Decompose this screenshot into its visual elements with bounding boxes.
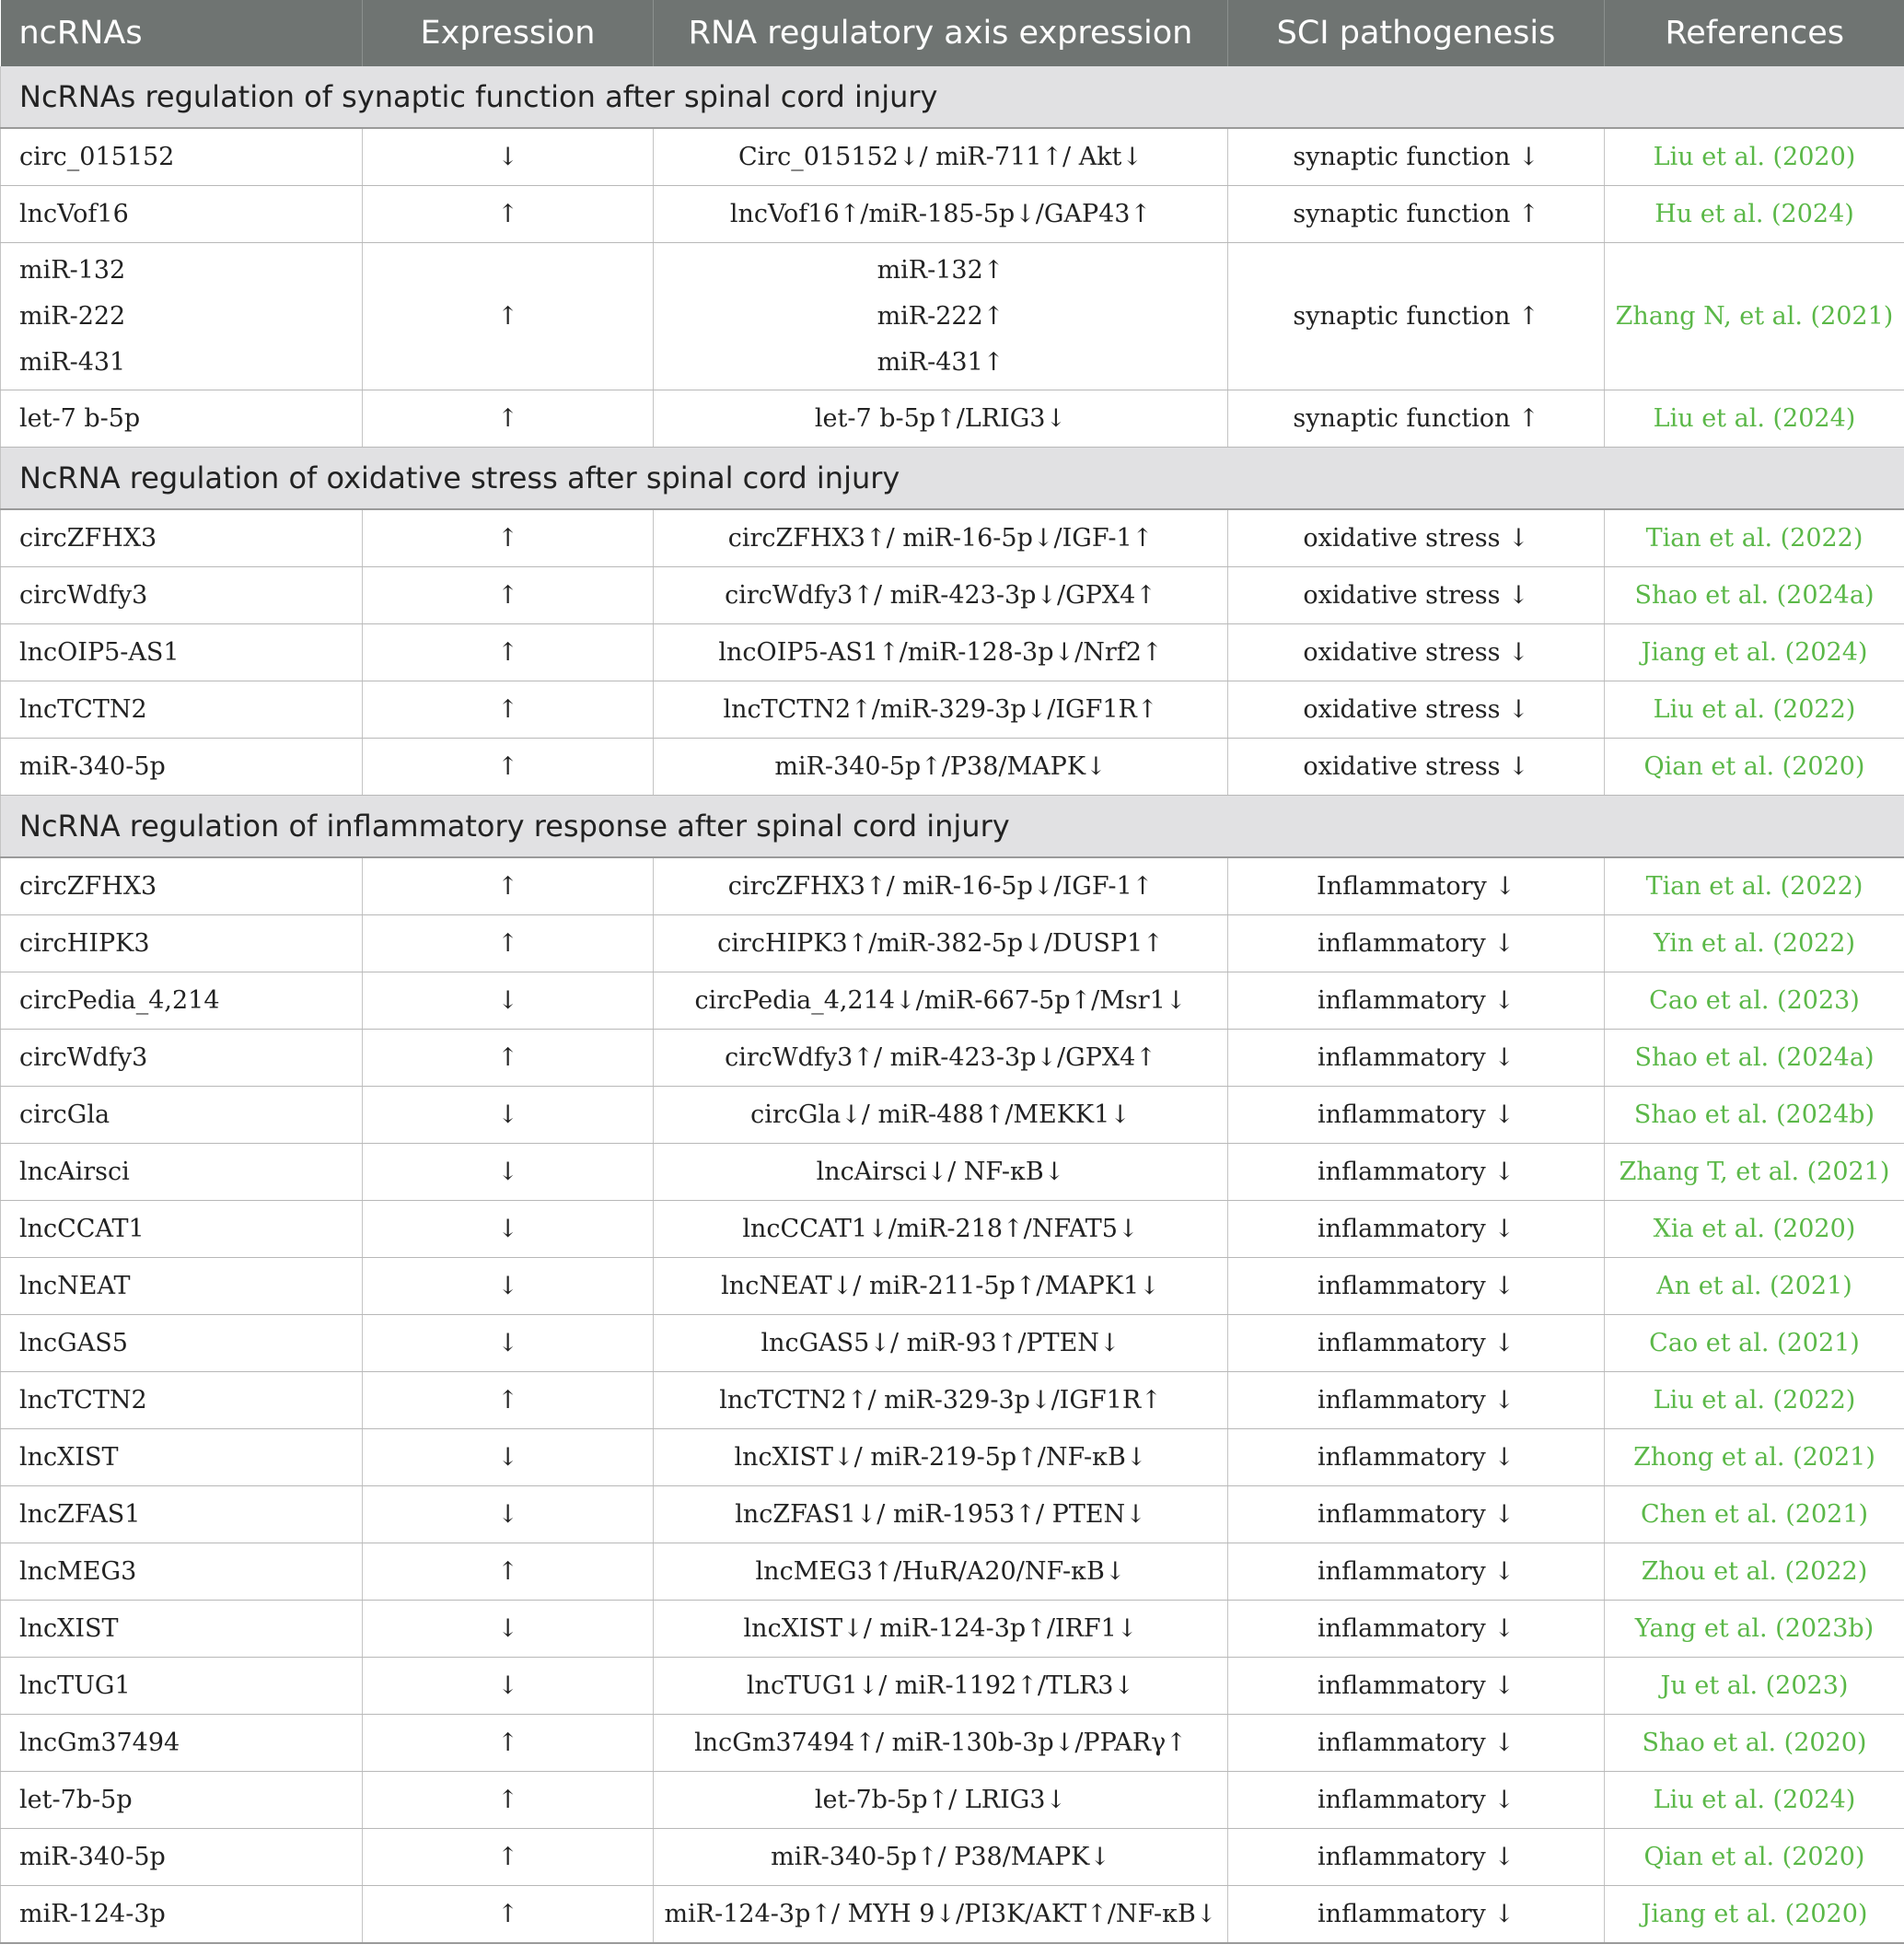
reference-link[interactable]: Liu et al. (2024) — [1605, 1772, 1904, 1829]
reference-link[interactable]: Liu et al. (2024) — [1605, 390, 1904, 448]
axis-cell: lncTUG1↓/ miR-1192↑/TLR3↓ — [654, 1658, 1228, 1715]
reference-link[interactable]: Zhong et al. (2021) — [1605, 1429, 1904, 1486]
axis-cell: lncCCAT1↓/miR-218↑/NFAT5↓ — [654, 1201, 1228, 1258]
section-title: NcRNA regulation of oxidative stress after spinal cord injury — [1, 448, 1904, 510]
expression-cell: ↑ — [363, 1543, 654, 1601]
reference-link[interactable]: Hu et al. (2024) — [1605, 186, 1904, 243]
axis-cell: lncXIST↓/ miR-219-5p↑/NF-κB↓ — [654, 1429, 1228, 1486]
axis-cell: miR-340-5p↑/P38/MAPK↓ — [654, 739, 1228, 796]
pathogenesis-cell: inflammatory ↓ — [1228, 915, 1605, 972]
expression-cell: ↓ — [363, 128, 654, 186]
ncrna-cell: circPedia_4,214 — [1, 972, 363, 1030]
table-row — [1, 1658, 1904, 1715]
reference-link[interactable]: Shao et al. (2024b) — [1605, 1087, 1904, 1144]
pathogenesis-cell: inflammatory ↓ — [1228, 1201, 1605, 1258]
pathogenesis-cell: inflammatory ↓ — [1228, 1772, 1605, 1829]
expression-cell: ↓ — [363, 1087, 654, 1144]
axis-cell: lncZFAS1↓/ miR-1953↑/ PTEN↓ — [654, 1486, 1228, 1543]
expression-cell: ↓ — [363, 1486, 654, 1543]
section-row — [1, 66, 1904, 128]
axis-cell: lncAirsci↓/ NF-κB↓ — [654, 1144, 1228, 1201]
table-row — [1, 1543, 1904, 1601]
table-row — [1, 1886, 1904, 1944]
ncrna-cell: circHIPK3 — [1, 915, 363, 972]
table-row — [1, 1201, 1904, 1258]
pathogenesis-cell: inflammatory ↓ — [1228, 1543, 1605, 1601]
section-title: NcRNA regulation of inflammatory response after spinal cord injury — [1, 796, 1904, 858]
expression-cell: ↑ — [363, 390, 654, 448]
expression-cell: ↑ — [363, 243, 654, 390]
axis-cell: circZFHX3↑/ miR-16-5p↓/IGF-1↑ — [654, 509, 1228, 567]
ncrna-cell: circGla — [1, 1087, 363, 1144]
pathogenesis-cell: inflammatory ↓ — [1228, 1886, 1605, 1944]
expression-cell: ↑ — [363, 1829, 654, 1886]
reference-link[interactable]: Tian et al. (2022) — [1605, 857, 1904, 915]
expression-cell: ↓ — [363, 1601, 654, 1658]
pathogenesis-cell: inflammatory ↓ — [1228, 1715, 1605, 1772]
reference-link[interactable]: Zhang N, et al. (2021) — [1605, 243, 1904, 390]
axis-cell: lncXIST↓/ miR-124-3p↑/IRF1↓ — [654, 1601, 1228, 1658]
ncrna-cell-line: miR-431 — [19, 347, 126, 377]
ncrna-cell: miR-340-5p — [1, 1829, 363, 1886]
pathogenesis-cell: synaptic function ↑ — [1228, 390, 1605, 448]
pathogenesis-cell: inflammatory ↓ — [1228, 1144, 1605, 1201]
table-row — [1, 186, 1904, 243]
header-pathogenesis: SCI pathogenesis — [1228, 0, 1605, 66]
ncrna-cell: lncVof16 — [1, 186, 363, 243]
expression-cell: ↑ — [363, 624, 654, 681]
pathogenesis-cell: oxidative stress ↓ — [1228, 681, 1605, 739]
reference-link[interactable]: Tian et al. (2022) — [1605, 509, 1904, 567]
axis-cell: lncTCTN2↑/ miR-329-3p↓/IGF1R↑ — [654, 1372, 1228, 1429]
section-row — [1, 796, 1904, 858]
pathogenesis-cell: inflammatory ↓ — [1228, 1486, 1605, 1543]
section-row — [1, 448, 1904, 510]
pathogenesis-cell: inflammatory ↓ — [1228, 972, 1605, 1030]
reference-link[interactable]: Shao et al. (2024a) — [1605, 1030, 1904, 1087]
expression-cell: ↓ — [363, 1201, 654, 1258]
table-row — [1, 1772, 1904, 1829]
reference-link[interactable]: An et al. (2021) — [1605, 1258, 1904, 1315]
table-row — [1, 390, 1904, 448]
ncrna-cell-line: miR-222 — [19, 301, 126, 331]
table-row — [1, 567, 1904, 624]
pathogenesis-cell: inflammatory ↓ — [1228, 1601, 1605, 1658]
pathogenesis-cell: inflammatory ↓ — [1228, 1829, 1605, 1886]
axis-cell: miR-124-3p↑/ MYH 9↓/PI3K/AKT↑/NF-κB↓ — [654, 1886, 1228, 1944]
table-row — [1, 1372, 1904, 1429]
ncrna-cell: lncTUG1 — [1, 1658, 363, 1715]
axis-cell: lncGAS5↓/ miR-93↑/PTEN↓ — [654, 1315, 1228, 1372]
ncrna-cell: let-7 b-5p — [1, 390, 363, 448]
ncrna-cell: circ_015152 — [1, 128, 363, 186]
ncrna-cell: miR-124-3p — [1, 1886, 363, 1944]
table-row — [1, 243, 1904, 390]
axis-cell-line: miR-222↑ — [877, 301, 1004, 331]
pathogenesis-cell: Inflammatory ↓ — [1228, 857, 1605, 915]
expression-cell: ↑ — [363, 1030, 654, 1087]
axis-cell — [654, 243, 1228, 390]
table-row — [1, 1258, 1904, 1315]
table-row — [1, 857, 1904, 915]
reference-link[interactable]: Yin et al. (2022) — [1605, 915, 1904, 972]
pathogenesis-cell: synaptic function ↑ — [1228, 243, 1605, 390]
ncrna-cell: circWdfy3 — [1, 567, 363, 624]
axis-cell: miR-340-5p↑/ P38/MAPK↓ — [654, 1829, 1228, 1886]
pathogenesis-cell: inflammatory ↓ — [1228, 1315, 1605, 1372]
header-axis: RNA regulatory axis expression — [654, 0, 1228, 66]
expression-cell: ↑ — [363, 915, 654, 972]
reference-link[interactable]: Cao et al. (2023) — [1605, 972, 1904, 1030]
axis-cell: lncGm37494↑/ miR-130b-3p↓/PPARγ↑ — [654, 1715, 1228, 1772]
table-row — [1, 128, 1904, 186]
table-row — [1, 1601, 1904, 1658]
ncrna-cell: lncAirsci — [1, 1144, 363, 1201]
expression-cell: ↓ — [363, 972, 654, 1030]
ncrna-cell: let-7b-5p — [1, 1772, 363, 1829]
reference-link[interactable]: Zhang T, et al. (2021) — [1605, 1144, 1904, 1201]
axis-cell: circGla↓/ miR-488↑/MEKK1↓ — [654, 1087, 1228, 1144]
reference-link[interactable]: Cao et al. (2021) — [1605, 1315, 1904, 1372]
axis-cell-line: miR-132↑ — [877, 255, 1004, 285]
axis-cell: lncNEAT↓/ miR-211-5p↑/MAPK1↓ — [654, 1258, 1228, 1315]
axis-cell: circWdfy3↑/ miR-423-3p↓/GPX4↑ — [654, 567, 1228, 624]
expression-cell: ↑ — [363, 1886, 654, 1944]
pathogenesis-cell: synaptic function ↑ — [1228, 186, 1605, 243]
expression-cell: ↑ — [363, 1372, 654, 1429]
expression-cell: ↑ — [363, 681, 654, 739]
reference-link[interactable]: Yang et al. (2023b) — [1605, 1601, 1904, 1658]
axis-cell: circZFHX3↑/ miR-16-5p↓/IGF-1↑ — [654, 857, 1228, 915]
reference-link[interactable]: Shao et al. (2024a) — [1605, 567, 1904, 624]
ncrna-cell: circZFHX3 — [1, 509, 363, 567]
table-body — [1, 66, 1904, 1943]
table-header — [1, 0, 1904, 66]
reference-link[interactable]: Liu et al. (2022) — [1605, 681, 1904, 739]
header-row — [1, 0, 1904, 66]
pathogenesis-cell: inflammatory ↓ — [1228, 1658, 1605, 1715]
table-row — [1, 624, 1904, 681]
ncrna-cell: circWdfy3 — [1, 1030, 363, 1087]
ncrna-cell: lncCCAT1 — [1, 1201, 363, 1258]
table-row — [1, 972, 1904, 1030]
ncrna-cell: circZFHX3 — [1, 857, 363, 915]
table-row — [1, 1829, 1904, 1886]
section-title: NcRNAs regulation of synaptic function after spinal cord injury — [1, 66, 1904, 128]
pathogenesis-cell: inflammatory ↓ — [1228, 1087, 1605, 1144]
table-row — [1, 915, 1904, 972]
axis-cell: circWdfy3↑/ miR-423-3p↓/GPX4↑ — [654, 1030, 1228, 1087]
pathogenesis-cell: inflammatory ↓ — [1228, 1030, 1605, 1087]
pathogenesis-cell: inflammatory ↓ — [1228, 1429, 1605, 1486]
axis-cell: lncMEG3↑/HuR/A20/NF-κB↓ — [654, 1543, 1228, 1601]
pathogenesis-cell: oxidative stress ↓ — [1228, 624, 1605, 681]
ncrna-cell: lncTCTN2 — [1, 1372, 363, 1429]
reference-link[interactable]: Zhou et al. (2022) — [1605, 1543, 1904, 1601]
header-ncrnas: ncRNAs — [1, 0, 363, 66]
expression-cell: ↑ — [363, 857, 654, 915]
ncrna-cell — [1, 243, 363, 390]
expression-cell: ↓ — [363, 1658, 654, 1715]
ncrna-cell: lncNEAT — [1, 1258, 363, 1315]
ncrna-cell: lncOIP5-AS1 — [1, 624, 363, 681]
axis-cell: lncTCTN2↑/miR-329-3p↓/IGF1R↑ — [654, 681, 1228, 739]
table-row — [1, 739, 1904, 796]
expression-cell: ↑ — [363, 739, 654, 796]
expression-cell: ↓ — [363, 1429, 654, 1486]
expression-cell: ↓ — [363, 1258, 654, 1315]
axis-cell: lncOIP5-AS1↑/miR-128-3p↓/Nrf2↑ — [654, 624, 1228, 681]
ncrna-cell: lncGm37494 — [1, 1715, 363, 1772]
pathogenesis-cell: synaptic function ↓ — [1228, 128, 1605, 186]
ncrna-cell: lncTCTN2 — [1, 681, 363, 739]
pathogenesis-cell: inflammatory ↓ — [1228, 1372, 1605, 1429]
expression-cell: ↑ — [363, 509, 654, 567]
table-row — [1, 509, 1904, 567]
axis-cell: circPedia_4,214↓/miR-667-5p↑/Msr1↓ — [654, 972, 1228, 1030]
axis-cell-line: miR-431↑ — [877, 347, 1004, 377]
axis-cell: lncVof16↑/miR-185-5p↓/GAP43↑ — [654, 186, 1228, 243]
table-row — [1, 1429, 1904, 1486]
axis-cell: let-7b-5p↑/ LRIG3↓ — [654, 1772, 1228, 1829]
pathogenesis-cell: oxidative stress ↓ — [1228, 509, 1605, 567]
reference-link[interactable]: Xia et al. (2020) — [1605, 1201, 1904, 1258]
reference-link[interactable]: Liu et al. (2020) — [1605, 128, 1904, 186]
expression-cell: ↑ — [363, 567, 654, 624]
expression-cell: ↓ — [363, 1315, 654, 1372]
pathogenesis-cell: inflammatory ↓ — [1228, 1258, 1605, 1315]
ncrna-cell: lncMEG3 — [1, 1543, 363, 1601]
reference-link[interactable]: Jiang et al. (2020) — [1605, 1886, 1904, 1944]
reference-link[interactable]: Chen et al. (2021) — [1605, 1486, 1904, 1543]
reference-link[interactable]: Qian et al. (2020) — [1605, 1829, 1904, 1886]
header-references: References — [1605, 0, 1904, 66]
reference-link[interactable]: Liu et al. (2022) — [1605, 1372, 1904, 1429]
expression-cell: ↑ — [363, 1772, 654, 1829]
ncrna-cell: miR-340-5p — [1, 739, 363, 796]
expression-cell: ↓ — [363, 1144, 654, 1201]
ncrna-cell: lncZFAS1 — [1, 1486, 363, 1543]
table-row — [1, 1486, 1904, 1543]
table-row — [1, 1087, 1904, 1144]
table-row — [1, 1144, 1904, 1201]
table-row — [1, 1030, 1904, 1087]
ncrna-cell: lncXIST — [1, 1429, 363, 1486]
table-row — [1, 681, 1904, 739]
pathogenesis-cell: oxidative stress ↓ — [1228, 567, 1605, 624]
expression-cell: ↑ — [363, 1715, 654, 1772]
ncrna-cell-line: miR-132 — [19, 255, 126, 285]
pathogenesis-cell: oxidative stress ↓ — [1228, 739, 1605, 796]
table-row — [1, 1315, 1904, 1372]
reference-link[interactable]: Jiang et al. (2024) — [1605, 624, 1904, 681]
ncrna-cell: lncXIST — [1, 1601, 363, 1658]
axis-cell: Circ_015152↓/ miR-711↑/ Akt↓ — [654, 128, 1228, 186]
reference-link[interactable]: Ju et al. (2023) — [1605, 1658, 1904, 1715]
reference-link[interactable]: Shao et al. (2020) — [1605, 1715, 1904, 1772]
ncrna-cell: lncGAS5 — [1, 1315, 363, 1372]
expression-cell: ↑ — [363, 186, 654, 243]
table-row — [1, 1715, 1904, 1772]
header-expression: Expression — [363, 0, 654, 66]
reference-link[interactable]: Qian et al. (2020) — [1605, 739, 1904, 796]
axis-cell: circHIPK3↑/miR-382-5p↓/DUSP1↑ — [654, 915, 1228, 972]
axis-cell: let-7 b-5p↑/LRIG3↓ — [654, 390, 1228, 448]
